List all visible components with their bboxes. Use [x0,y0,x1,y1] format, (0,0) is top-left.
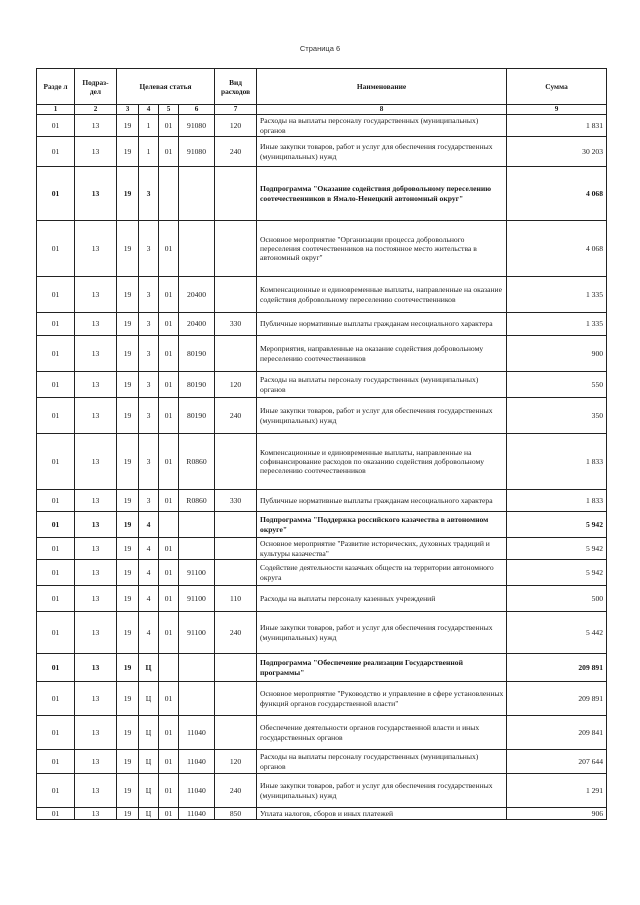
sum-cell: 209 891 [507,682,607,716]
program-code-cell: 19 [117,336,139,372]
podrazdel-cell: 13 [75,716,117,750]
program-code-cell: 19 [117,512,139,538]
subprogram-code-cell: Ц [139,682,159,716]
name-cell: Иные закупки товаров, работ и услуг для обеспечения государственных (муниципальных) нужд [257,774,507,808]
podrazdel-cell: 13 [75,560,117,586]
razdel-cell: 01 [37,490,75,512]
event-code-cell: 01 [159,490,179,512]
podrazdel-cell: 13 [75,277,117,313]
program-code-cell: 19 [117,560,139,586]
subprogram-code-cell: 3 [139,167,159,221]
page-number: Страница 6 [299,44,341,53]
razdel-cell: 01 [37,682,75,716]
razdel-cell: 01 [37,137,75,167]
vid-rashodov-cell: 240 [215,137,257,167]
event-code-cell: 01 [159,434,179,490]
vid-rashodov-cell [215,512,257,538]
program-code-cell: 19 [117,372,139,398]
subprogram-code-cell: 3 [139,277,159,313]
header-row [37,69,607,105]
subprogram-code-cell: 4 [139,512,159,538]
subprogram-code-cell: Ц [139,808,159,820]
razdel-cell: 01 [37,277,75,313]
table-row [37,586,607,612]
col-num: 9 [507,105,607,115]
razdel-cell: 01 [37,716,75,750]
subprogram-code-cell: 3 [139,490,159,512]
razdel-cell: 01 [37,750,75,774]
col-num: 8 [257,105,507,115]
subprogram-code-cell: 4 [139,586,159,612]
table-row [37,372,607,398]
event-code-cell: 01 [159,336,179,372]
subprogram-code-cell: 1 [139,115,159,137]
podrazdel-cell: 13 [75,750,117,774]
razdel-cell: 01 [37,115,75,137]
direction-code-cell [179,682,215,716]
sum-cell: 5 942 [507,512,607,538]
podrazdel-cell: 13 [75,115,117,137]
name-cell: Подпрограмма "Поддержка российского казачества в автономном округе" [257,512,507,538]
program-code-cell: 19 [117,682,139,716]
direction-code-cell: 91080 [179,115,215,137]
event-code-cell: 01 [159,716,179,750]
razdel-cell: 01 [37,372,75,398]
subprogram-code-cell: 4 [139,612,159,654]
sum-cell: 1 833 [507,434,607,490]
program-code-cell: 19 [117,774,139,808]
name-cell: Основное мероприятие "Организации процесса добровольного переселения соотечественников на постоянное место жительства в автономный округ" [257,221,507,277]
event-code-cell: 01 [159,538,179,560]
event-code-cell [159,167,179,221]
event-code-cell: 01 [159,750,179,774]
vid-rashodov-cell: 240 [215,612,257,654]
vid-rashodov-cell: 120 [215,750,257,774]
name-cell: Основное мероприятие "Развитие исторических, духовных традиций и культуры казачества" [257,538,507,560]
podrazdel-cell: 13 [75,538,117,560]
table-row [37,612,607,654]
direction-code-cell: R0860 [179,490,215,512]
razdel-cell: 01 [37,538,75,560]
sum-cell: 209 891 [507,654,607,682]
table-row [37,750,607,774]
direction-code-cell: 91100 [179,560,215,586]
header-podrazdel: Подраз- дел [75,69,117,105]
podrazdel-cell: 13 [75,654,117,682]
subprogram-code-cell: 3 [139,336,159,372]
podrazdel-cell: 13 [75,682,117,716]
program-code-cell: 19 [117,221,139,277]
program-code-cell: 19 [117,716,139,750]
header-naimenovanie: Наименование [257,69,507,105]
sum-cell: 500 [507,586,607,612]
razdel-cell: 01 [37,313,75,336]
col-num: 2 [75,105,117,115]
sum-cell: 1 291 [507,774,607,808]
podrazdel-cell: 13 [75,586,117,612]
vid-rashodov-cell [215,560,257,586]
sum-cell: 5 942 [507,560,607,586]
table-row [37,137,607,167]
podrazdel-cell: 13 [75,313,117,336]
program-code-cell: 19 [117,612,139,654]
vid-rashodov-cell: 850 [215,808,257,820]
table-row [37,167,607,221]
event-code-cell: 01 [159,372,179,398]
vid-rashodov-cell [215,221,257,277]
vid-rashodov-cell: 110 [215,586,257,612]
table-row [37,434,607,490]
vid-rashodov-cell [215,167,257,221]
razdel-cell: 01 [37,512,75,538]
subprogram-code-cell: Ц [139,774,159,808]
table-row [37,654,607,682]
name-cell: Иные закупки товаров, работ и услуг для обеспечения государственных (муниципальных) нужд [257,137,507,167]
podrazdel-cell: 13 [75,221,117,277]
sum-cell: 550 [507,372,607,398]
col-num: 4 [139,105,159,115]
direction-code-cell: 11040 [179,774,215,808]
direction-code-cell [179,221,215,277]
subprogram-code-cell: 3 [139,398,159,434]
table-row [37,398,607,434]
name-cell: Основное мероприятие "Руководство и управление в сфере установленных функций органов государственной власти" [257,682,507,716]
direction-code-cell [179,538,215,560]
vid-rashodov-cell [215,277,257,313]
direction-code-cell: 11040 [179,808,215,820]
table-row [37,808,607,820]
event-code-cell [159,512,179,538]
name-cell: Подпрограмма "Оказание содействия добровольному переселению соотечественников в Ямало-Ненецкий автономный округ" [257,167,507,221]
sum-cell: 4 068 [507,221,607,277]
direction-code-cell [179,167,215,221]
name-cell: Уплата налогов, сборов и иных платежей [257,808,507,820]
header-summa: Сумма [507,69,607,105]
vid-rashodov-cell [215,716,257,750]
razdel-cell: 01 [37,434,75,490]
program-code-cell: 19 [117,398,139,434]
sum-cell: 5 942 [507,538,607,560]
event-code-cell: 01 [159,560,179,586]
direction-code-cell [179,654,215,682]
program-code-cell: 19 [117,538,139,560]
razdel-cell: 01 [37,398,75,434]
table-row [37,277,607,313]
subprogram-code-cell: Ц [139,716,159,750]
program-code-cell: 19 [117,137,139,167]
event-code-cell: 01 [159,586,179,612]
vid-rashodov-cell [215,538,257,560]
sum-cell: 1 833 [507,490,607,512]
sum-cell: 209 841 [507,716,607,750]
direction-code-cell: 11040 [179,750,215,774]
event-code-cell: 01 [159,774,179,808]
subprogram-code-cell: Ц [139,750,159,774]
table-row [37,512,607,538]
program-code-cell: 19 [117,313,139,336]
sum-cell: 4 068 [507,167,607,221]
col-num: 7 [215,105,257,115]
name-cell: Публичные нормативные выплаты гражданам несоциального характера [257,490,507,512]
podrazdel-cell: 13 [75,398,117,434]
podrazdel-cell: 13 [75,612,117,654]
name-cell: Мероприятия, направленные на оказание содействия добровольному переселению соотечественников [257,336,507,372]
sum-cell: 207 644 [507,750,607,774]
razdel-cell: 01 [37,336,75,372]
direction-code-cell: 91100 [179,586,215,612]
podrazdel-cell: 13 [75,336,117,372]
direction-code-cell: R0860 [179,434,215,490]
vid-rashodov-cell: 240 [215,774,257,808]
podrazdel-cell: 13 [75,372,117,398]
sum-cell: 1 335 [507,277,607,313]
direction-code-cell: 80190 [179,336,215,372]
name-cell: Публичные нормативные выплаты гражданам несоциального характера [257,313,507,336]
vid-rashodov-cell: 120 [215,115,257,137]
direction-code-cell: 80190 [179,398,215,434]
col-num: 1 [37,105,75,115]
razdel-cell: 01 [37,586,75,612]
table-row [37,313,607,336]
event-code-cell: 01 [159,612,179,654]
direction-code-cell: 91080 [179,137,215,167]
name-cell: Расходы на выплаты персоналу государственных (муниципальных) органов [257,372,507,398]
table-row [37,490,607,512]
program-code-cell: 19 [117,490,139,512]
sum-cell: 5 442 [507,612,607,654]
razdel-cell: 01 [37,654,75,682]
sum-cell: 1 335 [507,313,607,336]
vid-rashodov-cell: 330 [215,490,257,512]
event-code-cell: 01 [159,115,179,137]
subprogram-code-cell: 4 [139,538,159,560]
name-cell: Компенсационные и единовременные выплаты, направленные на оказание содействия добровольному переселению соотечественников [257,277,507,313]
name-cell: Иные закупки товаров, работ и услуг для обеспечения государственных (муниципальных) нужд [257,398,507,434]
table-row [37,221,607,277]
podrazdel-cell: 13 [75,808,117,820]
column-number-row [37,105,607,115]
subprogram-code-cell: 3 [139,434,159,490]
table-row [37,115,607,137]
razdel-cell: 01 [37,560,75,586]
vid-rashodov-cell [215,434,257,490]
program-code-cell: 19 [117,654,139,682]
subprogram-code-cell: 3 [139,221,159,277]
col-num: 3 [117,105,139,115]
sum-cell: 30 203 [507,137,607,167]
subprogram-code-cell: 1 [139,137,159,167]
event-code-cell: 01 [159,682,179,716]
table-row [37,682,607,716]
table-row [37,716,607,750]
vid-rashodov-cell [215,682,257,716]
header-celevaya-statya: Целевая статья [117,69,215,105]
table-row [37,560,607,586]
event-code-cell: 01 [159,137,179,167]
sum-cell: 900 [507,336,607,372]
razdel-cell: 01 [37,221,75,277]
budget-table [36,68,607,820]
vid-rashodov-cell: 240 [215,398,257,434]
name-cell: Компенсационные и единовременные выплаты, направленные на софинансирование расходов по оказанию содействия добровольному переселению соотечественников [257,434,507,490]
name-cell: Подпрограмма "Обеспечение реализации Государственной программы" [257,654,507,682]
vid-rashodov-cell: 330 [215,313,257,336]
header-razdel: Разде л [37,69,75,105]
name-cell: Содействие деятельности казачьих обществ на территории автономного округа [257,560,507,586]
razdel-cell: 01 [37,167,75,221]
subprogram-code-cell: 3 [139,372,159,398]
podrazdel-cell: 13 [75,167,117,221]
table-row [37,774,607,808]
razdel-cell: 01 [37,808,75,820]
subprogram-code-cell: Ц [139,654,159,682]
program-code-cell: 19 [117,586,139,612]
direction-code-cell: 20400 [179,313,215,336]
event-code-cell: 01 [159,808,179,820]
direction-code-cell: 80190 [179,372,215,398]
name-cell: Расходы на выплаты персоналу государственных (муниципальных) органов [257,750,507,774]
table-row [37,538,607,560]
col-num: 5 [159,105,179,115]
program-code-cell: 19 [117,434,139,490]
event-code-cell: 01 [159,277,179,313]
header-vid-rashodov: Вид расходов [215,69,257,105]
name-cell: Расходы на выплаты персоналу казенных учреждений [257,586,507,612]
podrazdel-cell: 13 [75,512,117,538]
vid-rashodov-cell [215,336,257,372]
vid-rashodov-cell: 120 [215,372,257,398]
podrazdel-cell: 13 [75,137,117,167]
sum-cell: 1 831 [507,115,607,137]
name-cell: Обеспечение деятельности органов государственной власти и иных государственных органов [257,716,507,750]
name-cell: Иные закупки товаров, работ и услуг для обеспечения государственных (муниципальных) нужд [257,612,507,654]
subprogram-code-cell: 4 [139,560,159,586]
program-code-cell: 19 [117,750,139,774]
razdel-cell: 01 [37,612,75,654]
podrazdel-cell: 13 [75,434,117,490]
program-code-cell: 19 [117,277,139,313]
program-code-cell: 19 [117,167,139,221]
event-code-cell: 01 [159,221,179,277]
event-code-cell: 01 [159,313,179,336]
col-num: 6 [179,105,215,115]
sum-cell: 350 [507,398,607,434]
direction-code-cell: 91100 [179,612,215,654]
direction-code-cell: 20400 [179,277,215,313]
vid-rashodov-cell [215,654,257,682]
name-cell: Расходы на выплаты персоналу государственных (муниципальных) органов [257,115,507,137]
subprogram-code-cell: 3 [139,313,159,336]
program-code-cell: 19 [117,808,139,820]
direction-code-cell: 11040 [179,716,215,750]
table-row [37,336,607,372]
podrazdel-cell: 13 [75,490,117,512]
direction-code-cell [179,512,215,538]
event-code-cell: 01 [159,398,179,434]
podrazdel-cell: 13 [75,774,117,808]
razdel-cell: 01 [37,774,75,808]
sum-cell: 906 [507,808,607,820]
event-code-cell [159,654,179,682]
program-code-cell: 19 [117,115,139,137]
